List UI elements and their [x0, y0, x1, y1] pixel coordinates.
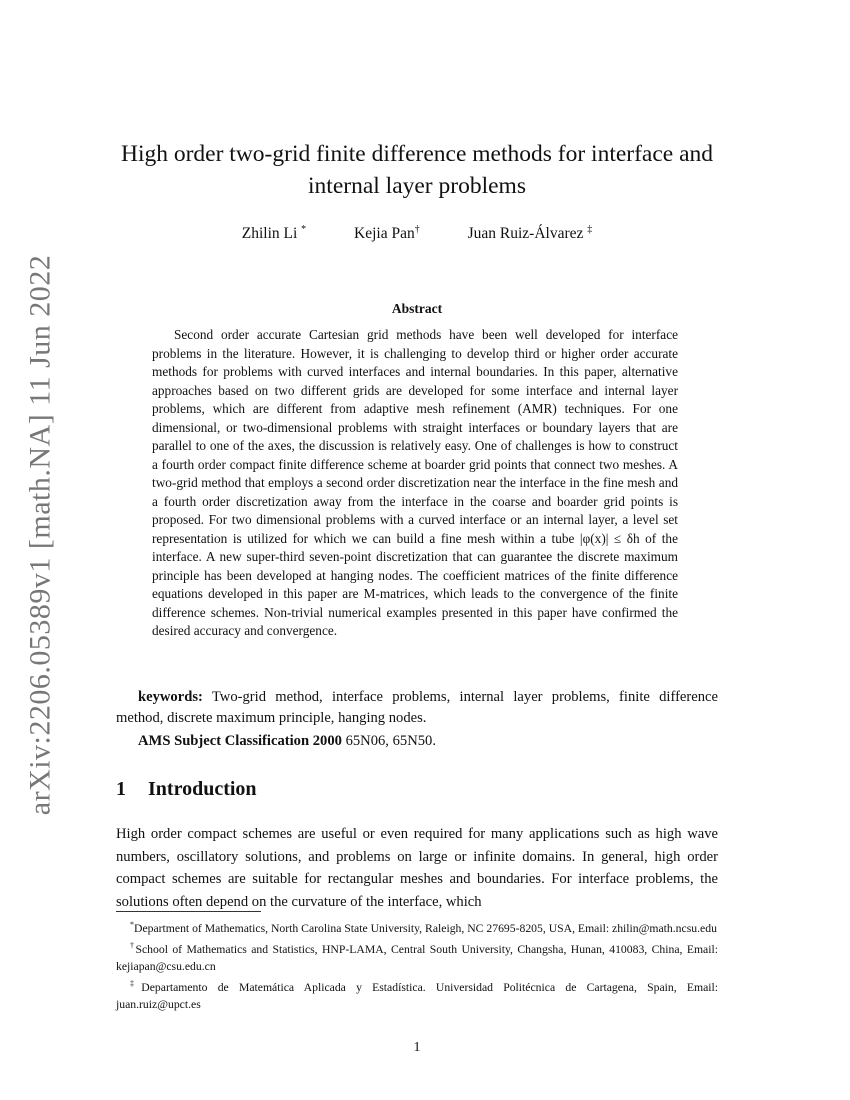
- author: [242, 225, 306, 242]
- author-mark: *: [301, 224, 307, 235]
- footnote-text: Department of Mathematics, North Carolina State University, Raleigh, NC 27695-8205, USA, Email: zhilin@math.ncsu.edu: [134, 921, 717, 935]
- author-mark: †: [414, 224, 420, 235]
- author-name: Zhilin Li: [241, 225, 298, 243]
- section-heading: [116, 778, 257, 801]
- abstract-heading: Abstract: [391, 301, 443, 316]
- footnote: [116, 917, 718, 937]
- ams-classification: [116, 733, 718, 750]
- footnote: [116, 976, 718, 1013]
- page-number: 1: [413, 1040, 421, 1055]
- keywords-text: Two-grid method, interface problems, internal layer problems, finite difference method, discrete maximum principle, hanging nodes.: [116, 689, 718, 726]
- author-name: Juan Ruiz-Álvarez: [467, 225, 584, 243]
- footnote-mark: *: [130, 920, 134, 929]
- author-list: [116, 224, 718, 243]
- footnotes: [116, 917, 718, 1014]
- footnote: [116, 938, 718, 975]
- footnote-rule: [116, 911, 261, 912]
- arxiv-stamp-text: arXiv:2206.05389v1 [math.NA] 11 Jun 2022: [23, 254, 56, 816]
- ams-codes: 65N06, 65N50.: [345, 733, 436, 749]
- footnote-text: Departamento de Matemática Aplicada y Estadística. Universidad Politécnica de Cartagena, Spain, Email: juan.ruiz@upct.es: [116, 981, 719, 1011]
- intro-paragraph: High order compact schemes are useful or even required for many applications such as high wave numbers, oscillatory solutions, and problems on large or infinite domains. In general, high order compact schemes are suitable for rectangular meshes and boundaries. For interface problems, the solutions often depend on the curvature of the interface, which: [116, 826, 718, 910]
- arxiv-stamp: [18, 254, 62, 816]
- author: [468, 225, 593, 242]
- footnote-text: School of Mathematics and Statistics, HNP-LAMA, Central South University, Changsha, Hunan, 410083, China, Email: kejiapan@csu.edu.cn: [116, 943, 718, 973]
- ams-label: AMS Subject Classification 2000: [138, 733, 342, 749]
- keywords-label: keywords:: [138, 689, 203, 705]
- section-number: 1: [116, 778, 126, 800]
- footnote-mark: ‡: [130, 979, 142, 989]
- keywords-paragraph: [116, 687, 718, 729]
- paper-title: High order two-grid finite difference methods for interface and internal layer problems: [120, 141, 714, 199]
- author-mark: ‡: [587, 224, 593, 235]
- abstract-text: Second order accurate Cartesian grid methods have been well developed for interface problems in the literature. However, it is challenging to develop third or higher order accurate methods for problems with curved interfaces and internal boundaries. In this paper, alternative approaches based on two different grids are developed for some interface and internal layer problems, which are different from adaptive mesh refinement (AMR) techniques. For one dimensional, or two-dimensional problems with straight interfaces or boundary layers that are parallel to one of the axes, the discussion is relatively easy. One of challenges is how to construct a fourth order compact finite difference scheme at boarder grid points that connect two meshes. A two-grid method that employs a second order discretization near the interface in the fine mesh and a fourth order discretization away from the interface in the coarse and boarder grid points is proposed. For two dimensional problems with a curved interface or an internal layer, a level set representation is utilized for which we can build a fine mesh within a tube |φ(x)| ≤ δh of the interface. A new super-third seven-point discretization that can guarantee the discrete maximum principle has been developed at hanging nodes. The coefficient matrices of the finite difference equations developed in this paper are M-matrices, which leads to the convergence of the finite difference schemes. Non-trivial numerical examples presented in this paper have confirmed the desired accuracy and convergence.: [152, 327, 678, 638]
- author: [354, 225, 420, 242]
- footnote-mark: †: [130, 941, 136, 951]
- section-title: Introduction: [148, 778, 257, 800]
- author-name: Kejia Pan: [354, 225, 415, 243]
